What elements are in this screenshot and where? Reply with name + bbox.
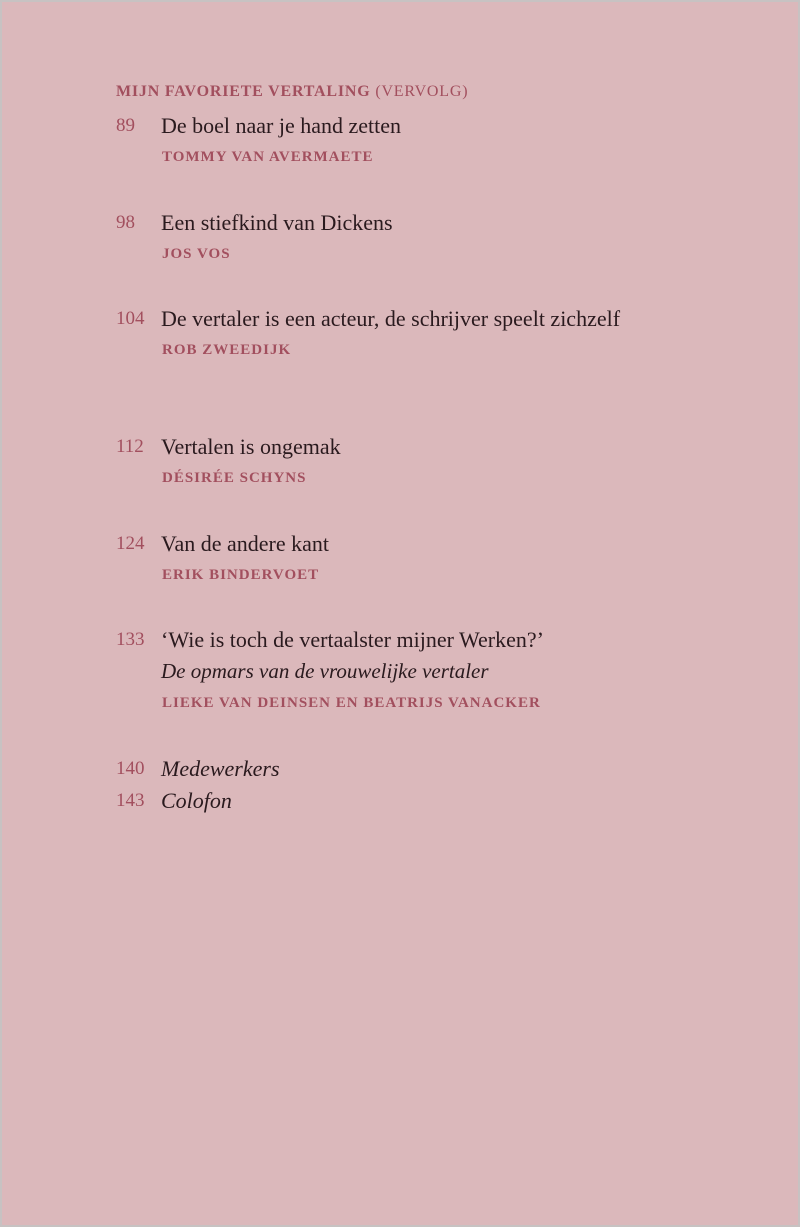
- toc-author: LIEKE VAN DEINSEN EN BEATRIJS VANACKER: [162, 695, 541, 711]
- toc-title: Colofon: [161, 788, 232, 813]
- toc-title: De vertaler is een acteur, de schrijver speelt zichzelf: [161, 306, 621, 331]
- toc-page-number: 98: [116, 212, 135, 233]
- toc-page-number: 143: [116, 790, 145, 811]
- table-of-contents-page: [2, 2, 798, 1225]
- toc-author: TOMMY VAN AVERMAETE: [162, 149, 374, 165]
- toc-page-number: 140: [116, 758, 145, 779]
- toc-page-number: 89: [116, 115, 135, 136]
- toc-title: ‘Wie is toch de vertaalster mijner Werken?’: [161, 627, 544, 652]
- section-title: MIJN FAVORIETE VERTALING: [116, 83, 371, 100]
- toc-page-number: 124: [116, 533, 145, 554]
- section-title-suffix: (VERVOLG): [375, 83, 469, 100]
- toc-page-number: 133: [116, 629, 145, 650]
- toc-page-number: 112: [116, 436, 144, 457]
- toc-title: Vertalen is ongemak: [161, 434, 341, 459]
- section-heading: [116, 83, 468, 101]
- toc-author: JOS VOS: [162, 246, 231, 262]
- toc-title: Een stiefkind van Dickens: [161, 210, 393, 235]
- toc-title: Van de andere kant: [161, 531, 329, 556]
- toc-author: ROB ZWEEDIJK: [162, 342, 292, 358]
- toc-page-number: 104: [116, 308, 145, 329]
- toc-author: DÉSIRÉE SCHYNS: [162, 470, 307, 486]
- toc-title: De boel naar je hand zetten: [161, 113, 402, 138]
- toc-subtitle: De opmars van de vrouwelijke vertaler: [161, 659, 489, 683]
- toc-title: Medewerkers: [161, 756, 280, 781]
- toc-author: ERIK BINDERVOET: [162, 567, 320, 583]
